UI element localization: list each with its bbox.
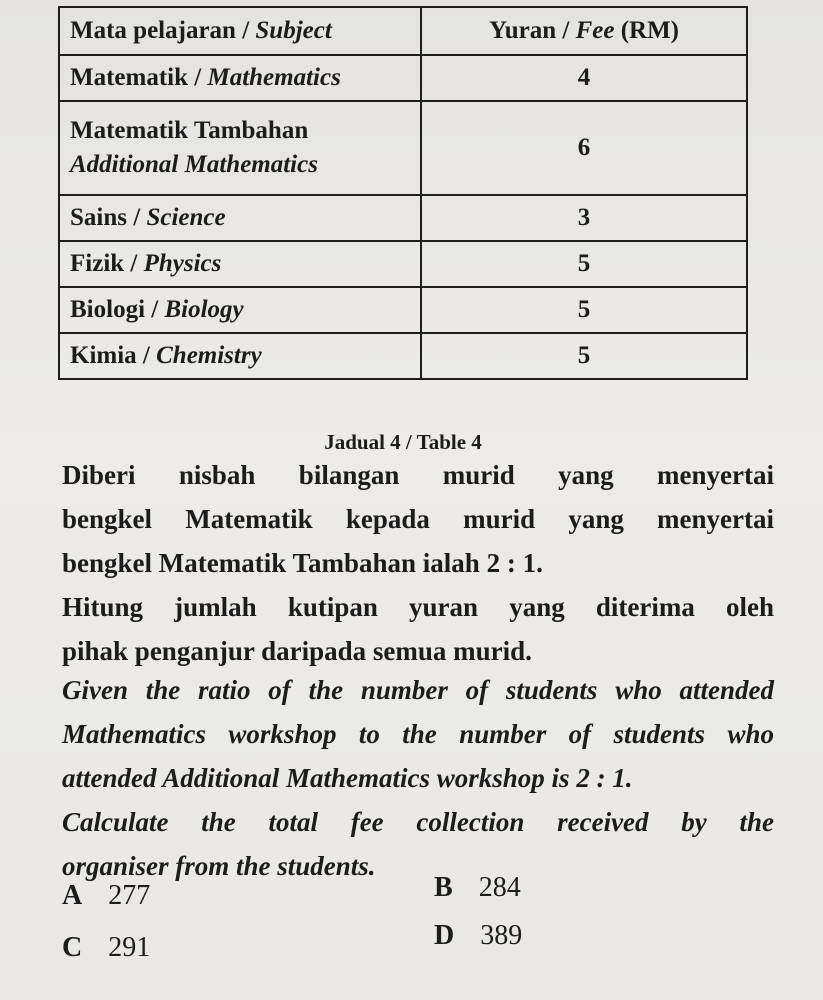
question-line: Hitung jumlah kutipan yuran yang diterima oleh (62, 592, 774, 622)
question-english (62, 668, 774, 888)
table-row (59, 195, 747, 241)
table-row (59, 287, 747, 333)
table-row (59, 55, 747, 101)
fee-cell: 4 (421, 55, 747, 101)
table-row (59, 241, 747, 287)
fee-table (58, 6, 748, 380)
option-d[interactable] (434, 920, 522, 952)
table-row (59, 101, 747, 195)
subject-en: Biology (164, 296, 244, 323)
subject-en: Chemistry (156, 342, 262, 369)
option-letter: C (62, 932, 83, 963)
table-row (59, 333, 747, 379)
fee-cell: 5 (421, 333, 747, 379)
table-header-row (59, 7, 747, 55)
option-value: 277 (108, 880, 151, 911)
option-value: 291 (108, 932, 151, 963)
option-letter: B (434, 872, 453, 903)
subject-cell (59, 55, 421, 101)
option-c[interactable] (62, 932, 150, 964)
fee-cell: 5 (421, 287, 747, 333)
option-value: 389 (480, 920, 523, 951)
option-b[interactable] (434, 872, 521, 904)
question-line: organiser from the students. (62, 851, 376, 881)
subject-ms: Matematik Tambahan (70, 117, 309, 144)
subject-en: Physics (143, 250, 222, 277)
header-fee-en: Fee (575, 17, 615, 44)
question-line: bengkel Matematik kepada murid yang menyertai (62, 504, 774, 534)
option-letter: D (434, 920, 455, 951)
question-line: Mathematics workshop to the number of students who (62, 719, 774, 749)
header-fee-ms: Yuran / (488, 17, 576, 44)
question-line: pihak penganjur daripada semua murid. (62, 636, 532, 666)
subject-en: Mathematics (207, 64, 341, 91)
subject-ms: Fizik / (70, 250, 144, 277)
question-line: Diberi nisbah bilangan murid yang menyertai (62, 460, 774, 490)
subject-cell (59, 101, 421, 195)
subject-ms: Biologi / (70, 296, 165, 323)
question-line: attended Additional Mathematics workshop is 2 : 1. (62, 763, 633, 793)
header-subject (59, 7, 421, 55)
table-caption: Jadual 4 / Table 4 (324, 430, 482, 454)
subject-en: Additional Mathematics (70, 151, 318, 178)
option-letter: A (62, 880, 83, 911)
subject-en: Science (146, 204, 226, 231)
subject-cell (59, 195, 421, 241)
header-fee (421, 7, 747, 55)
header-fee-unit: (RM) (614, 17, 680, 44)
question-line: bengkel Matematik Tambahan ialah 2 : 1. (62, 548, 543, 578)
header-subject-en: Subject (255, 17, 332, 44)
subject-ms: Kimia / (70, 342, 157, 369)
subject-cell (59, 333, 421, 379)
question-line: Given the ratio of the number of students who attended (62, 675, 774, 705)
question-malay (62, 453, 774, 673)
fee-cell: 5 (421, 241, 747, 287)
header-subject-ms: Mata pelajaran / (70, 17, 256, 44)
fee-cell: 6 (421, 101, 747, 195)
option-value: 284 (478, 872, 521, 903)
option-a[interactable] (62, 880, 150, 912)
subject-cell (59, 287, 421, 333)
subject-ms: Matematik / (70, 64, 208, 91)
subject-ms: Sains / (70, 204, 147, 231)
subject-cell (59, 241, 421, 287)
question-line: Calculate the total fee collection received by the (62, 807, 774, 837)
fee-cell: 3 (421, 195, 747, 241)
